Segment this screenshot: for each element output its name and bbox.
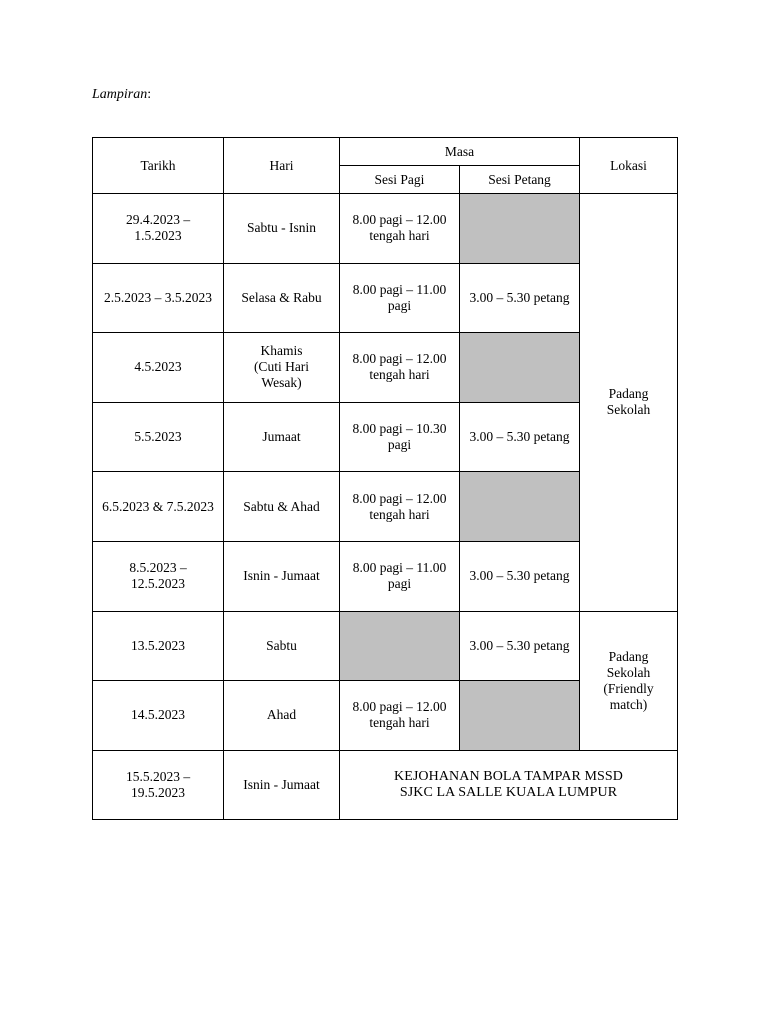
cell-sesi-petang-empty bbox=[460, 194, 580, 264]
cell-tarikh: 4.5.2023 bbox=[93, 333, 224, 403]
cell-sesi-petang-empty bbox=[460, 681, 580, 751]
cell-hari: Khamis (Cuti Hari Wesak) bbox=[224, 333, 340, 403]
cell-tarikh: 5.5.2023 bbox=[93, 402, 224, 472]
cell-sesi-pagi: 8.00 pagi – 11.00 pagi bbox=[340, 263, 460, 333]
cell-tarikh: 6.5.2023 & 7.5.2023 bbox=[93, 472, 224, 542]
cell-lokasi: Padang Sekolah bbox=[580, 194, 678, 612]
cell-sesi-petang: 3.00 – 5.30 petang bbox=[460, 402, 580, 472]
cell-hari: Jumaat bbox=[224, 402, 340, 472]
header-sesi-pagi: Sesi Pagi bbox=[340, 166, 460, 194]
table-row bbox=[93, 750, 678, 820]
cell-sesi-petang: 3.00 – 5.30 petang bbox=[460, 263, 580, 333]
cell-tarikh: 8.5.2023 – 12.5.2023 bbox=[93, 541, 224, 611]
cell-hari: Sabtu - Isnin bbox=[224, 194, 340, 264]
table-row bbox=[93, 194, 678, 264]
cell-sesi-pagi: 8.00 pagi – 12.00 tengah hari bbox=[340, 472, 460, 542]
cell-tarikh: 13.5.2023 bbox=[93, 611, 224, 681]
cell-lokasi: Padang Sekolah (Friendly match) bbox=[580, 611, 678, 750]
page-heading bbox=[92, 86, 151, 104]
cell-sesi-pagi: 8.00 pagi – 12.00 tengah hari bbox=[340, 333, 460, 403]
header-tarikh: Tarikh bbox=[93, 138, 224, 194]
heading-label: Lampiran bbox=[92, 87, 148, 102]
cell-sesi-pagi: 8.00 pagi – 11.00 pagi bbox=[340, 541, 460, 611]
cell-sesi-pagi: 8.00 pagi – 12.00 tengah hari bbox=[340, 681, 460, 751]
cell-sesi-petang: 3.00 – 5.30 petang bbox=[460, 611, 580, 681]
cell-tarikh: 14.5.2023 bbox=[93, 681, 224, 751]
header-hari: Hari bbox=[224, 138, 340, 194]
header-row bbox=[93, 138, 678, 166]
heading-colon: : bbox=[147, 87, 152, 102]
cell-sesi-petang-empty bbox=[460, 472, 580, 542]
cell-hari: Selasa & Rabu bbox=[224, 263, 340, 333]
cell-tarikh: 15.5.2023 – 19.5.2023 bbox=[93, 750, 224, 820]
cell-hari: Ahad bbox=[224, 681, 340, 751]
cell-tarikh: 2.5.2023 – 3.5.2023 bbox=[93, 263, 224, 333]
cell-sesi-pagi: 8.00 pagi – 10.30 pagi bbox=[340, 402, 460, 472]
table-row bbox=[93, 611, 678, 681]
schedule-table bbox=[92, 137, 678, 820]
cell-sesi-petang: 3.00 – 5.30 petang bbox=[460, 541, 580, 611]
cell-sesi-petang-empty bbox=[460, 333, 580, 403]
cell-hari: Sabtu & Ahad bbox=[224, 472, 340, 542]
cell-event: KEJOHANAN BOLA TAMPAR MSSD SJKC LA SALLE KUALA LUMPUR bbox=[340, 750, 678, 820]
cell-tarikh: 29.4.2023 – 1.5.2023 bbox=[93, 194, 224, 264]
cell-sesi-pagi: 8.00 pagi – 12.00 tengah hari bbox=[340, 194, 460, 264]
header-sesi-petang: Sesi Petang bbox=[460, 166, 580, 194]
cell-sesi-pagi-empty bbox=[340, 611, 460, 681]
header-masa: Masa bbox=[340, 138, 580, 166]
cell-hari: Isnin - Jumaat bbox=[224, 541, 340, 611]
cell-hari: Isnin - Jumaat bbox=[224, 750, 340, 820]
header-lokasi: Lokasi bbox=[580, 138, 678, 194]
cell-hari: Sabtu bbox=[224, 611, 340, 681]
